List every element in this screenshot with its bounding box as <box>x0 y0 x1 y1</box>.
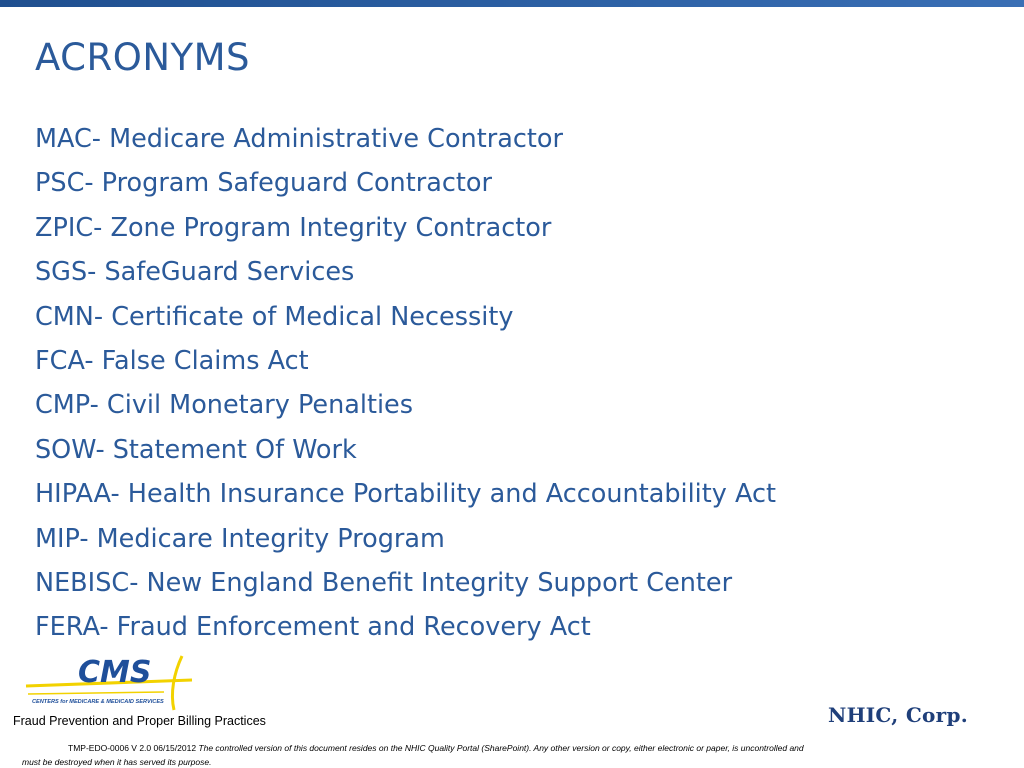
footer-presentation-title: Fraud Prevention and Proper Billing Practices <box>13 714 266 728</box>
acronym-item: PSC- Program Safeguard Contractor <box>35 168 492 199</box>
legal-line-2 <box>22 757 211 767</box>
legal-text-1: The controlled version of this document resides on the NHIC Quality Portal (SharePoint). Any other version or copy, either electronic or paper, is uncontrolled and <box>198 743 804 753</box>
nhic-logo: NHIC, Corp. <box>828 703 969 727</box>
acronym-item: FCA- False Claims Act <box>35 345 309 376</box>
acronym-item: MIP- Medicare Integrity Program <box>35 523 445 554</box>
cms-logo-text: CMS <box>78 655 152 690</box>
acronym-list <box>35 122 776 655</box>
acronym-item: HIPAA- Health Insurance Portability and Accountability Act <box>35 479 776 510</box>
acronym-item: CMN- Certificate of Medical Necessity <box>35 301 514 332</box>
slide-title: ACRONYMS <box>35 36 251 79</box>
cms-underline <box>28 692 164 694</box>
top-accent-bar <box>0 0 1024 7</box>
acronym-item: SOW- Statement Of Work <box>35 434 357 465</box>
legal-text-2: must be destroyed when it has served its purpose. <box>22 757 212 767</box>
doc-id: TMP-EDO-0006 V 2.0 06/15/2012 <box>68 743 199 753</box>
acronym-item: FERA- Fraud Enforcement and Recovery Act <box>35 612 591 643</box>
acronym-item: ZPIC- Zone Program Integrity Contractor <box>35 212 552 243</box>
acronym-item: SGS- SafeGuard Services <box>35 257 355 288</box>
cms-logo <box>24 648 196 714</box>
acronym-item: MAC- Medicare Administrative Contractor <box>35 124 563 154</box>
acronym-item: CMP- Civil Monetary Penalties <box>35 390 414 421</box>
acronym-item: NEBISC- New England Benefit Integrity Support Center <box>35 567 733 598</box>
legal-line-1 <box>68 743 804 753</box>
cms-plus-vertical <box>172 656 182 710</box>
cms-logo-subtext: CENTERS for MEDICARE & MEDICAID SERVICES <box>32 699 164 705</box>
